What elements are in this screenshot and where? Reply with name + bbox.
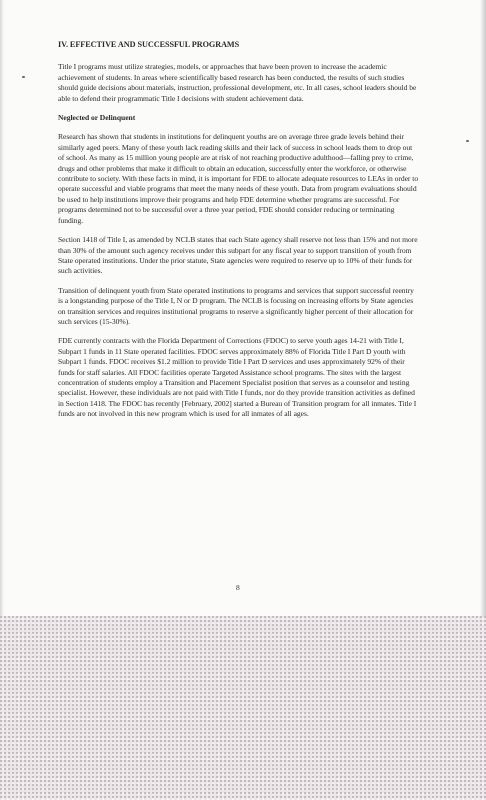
paragraph-research: Research has shown that students in institutions for delinquent youths are on average three grade levels behind their similarly aged peers. Many of these youth lack reading skills and their lack of success in school leads them to drop out of school. As many as 15 million young people are at risk of not reaching productive adulthood—falling prey to crime, drugs and other problems that make it difficult to obtain an education, successfully enter the workforce, or otherwise contribute to society. With these facts in mind, it is important for FDE to allocate adequate resources to LEAs in order to operate successful and viable programs that meet the many needs of these youth. Data from program evaluations should be used to help institutions improve their programs and help FDE determine whether programs are successful. For programs determined not to be successful over a three year period, FDE should consider reducing or terminating funding. (58, 132, 419, 225)
scan-edge-left (0, 0, 4, 616)
section-heading: IV. EFFECTIVE AND SUCCESSFUL PROGRAMS (58, 40, 240, 49)
page-number: 8 (236, 583, 240, 592)
document-body (58, 40, 420, 429)
scan-speck (22, 76, 25, 78)
scan-background-texture (0, 616, 486, 800)
scan-speck (466, 140, 469, 142)
paragraph-fdoc: FDE currently contracts with the Florida Department of Corrections (FDOC) to serve youth ages 14-21 with Title I, Subpart 1 funds in 11 State operated facilities. FDOC serves approximately 88% of Florida Title I Part D youth with Subpart 1 funds. FDOC receives $1.2 million to provide Title I Part D services and uses approximately 92% of their funds for staff salaries. All FDOC facilities operate Targeted Assistance school programs. The sites with the largest concentration of students employ a Transition and Placement Specialist position that serves as a counselor and testing specialist. However, these individuals are not paid with Title I funds, nor do they provide transition activities as defined in Section 1418. The FDOC has recently [February, 2002] started a Bureau of Transition program for all inmates. Title I funds are not involved in this new program which is used for all inmates of all ages. (58, 336, 417, 419)
scan-edge-right (480, 0, 486, 616)
paragraph-section-1418: Section 1418 of Title I, as amended by NCLB states that each State agency shall reserve not less than 15% and not more than 30% of the amount such agency receives under this subpart for any fiscal year to support transition of youth from State operated institutions. Under the prior statute, State agencies were required to reserve up to 10% of their funds for such activities. (58, 235, 418, 276)
paragraph-transition: Transition of delinquent youth from State operated institutions to programs and services that support successful reentry is a longstanding purpose of the Title I, N or D program. The NCLB is focusing on increasing efforts by State agencies on transition services and requires institutional programs to reserve a significantly higher percent of their allocation for such services (15-30%). (58, 285, 414, 326)
intro-paragraph: Title I programs must utilize strategies, models, or approaches that have been proven to increase the academic achievement of students. In areas where scientifically based research has been conducted, the results of such studies should guide decisions about materials, instruction, professional development, etc. In all cases, school leaders should be able to defend their programmatic Title I decisions with student achievement data. (58, 62, 417, 103)
subsection-heading: Neglected or Delinquent (58, 113, 136, 123)
